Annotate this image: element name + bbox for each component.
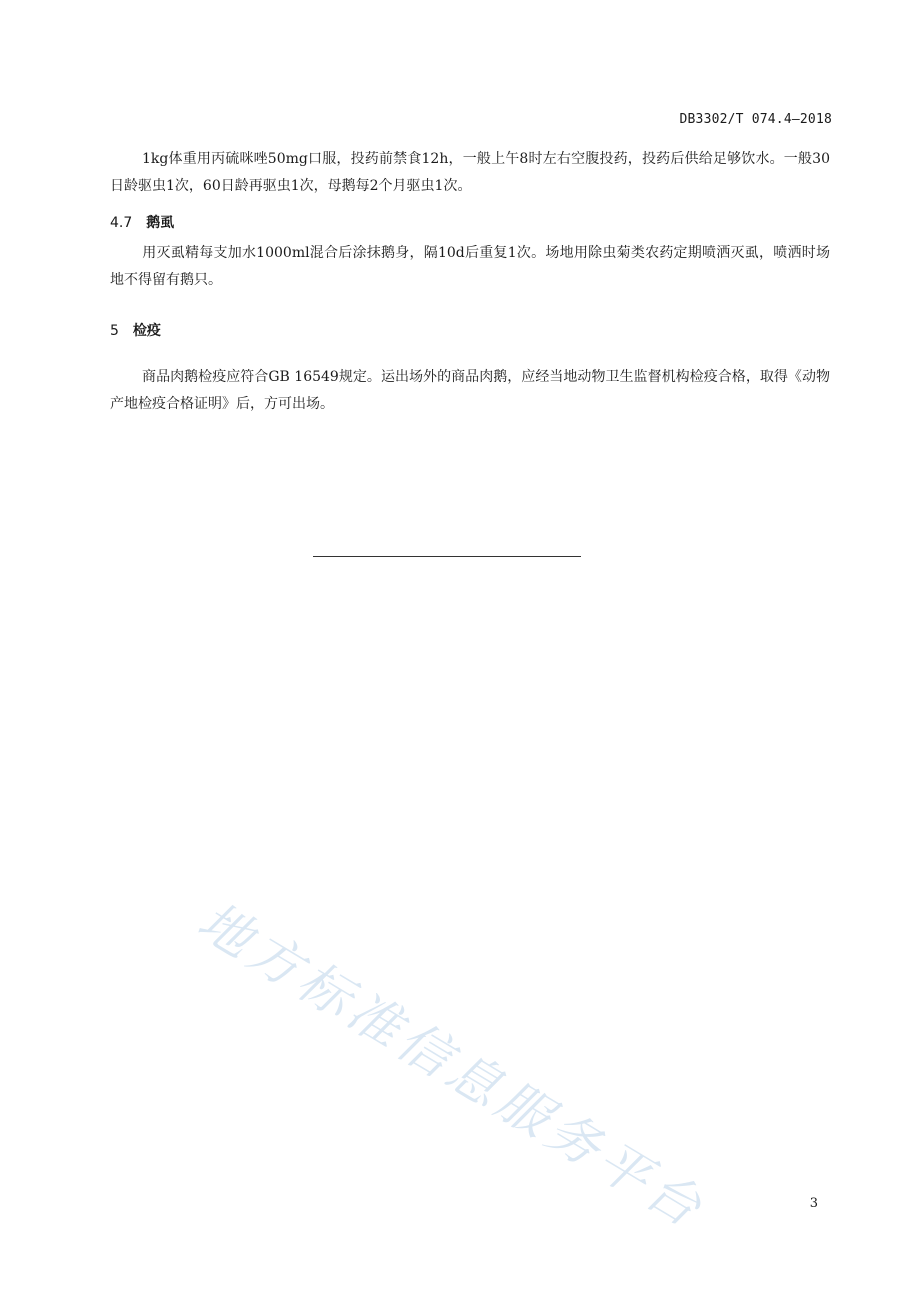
section-title: 检疫 <box>132 323 161 339</box>
end-of-document-rule <box>313 556 581 557</box>
quarantine-paragraph <box>110 364 830 418</box>
goose-lice-text: 用灭虱精每支加水1000ml混合后涂抹鹅身，隔10d后重复1次。场地用除虫菊类农药定期喷洒灭虱，喷洒时场地不得留有鹅只。 <box>110 245 830 288</box>
section-number: 4.7 <box>110 215 133 231</box>
page-number: 3 <box>809 1196 818 1211</box>
goose-lice-paragraph <box>110 240 830 294</box>
section-number: 5 <box>110 323 119 339</box>
watermark: 地方标准信息服务平台 <box>187 891 716 1242</box>
section-heading-goose-lice <box>110 212 174 232</box>
deworming-text: 1kg体重用丙硫咪唑50mg口服，投药前禁食12h，一般上午8时左右空腹投药，投药后供给足够饮水。一般30日龄驱虫1次，60日龄再驱虫1次，母鹅每2个月驱虫1次。 <box>110 151 830 194</box>
section-title: 鹅虱 <box>146 215 175 231</box>
standard-code: DB3302/T 074.4—2018 <box>679 112 832 127</box>
quarantine-text: 商品肉鹅检疫应符合GB 16549规定。运出场外的商品肉鹅，应经当地动物卫生监督机构检疫合格，取得《动物产地检疫合格证明》后，方可出场。 <box>110 369 830 412</box>
deworming-paragraph <box>110 146 830 200</box>
section-heading-quarantine <box>110 320 161 340</box>
